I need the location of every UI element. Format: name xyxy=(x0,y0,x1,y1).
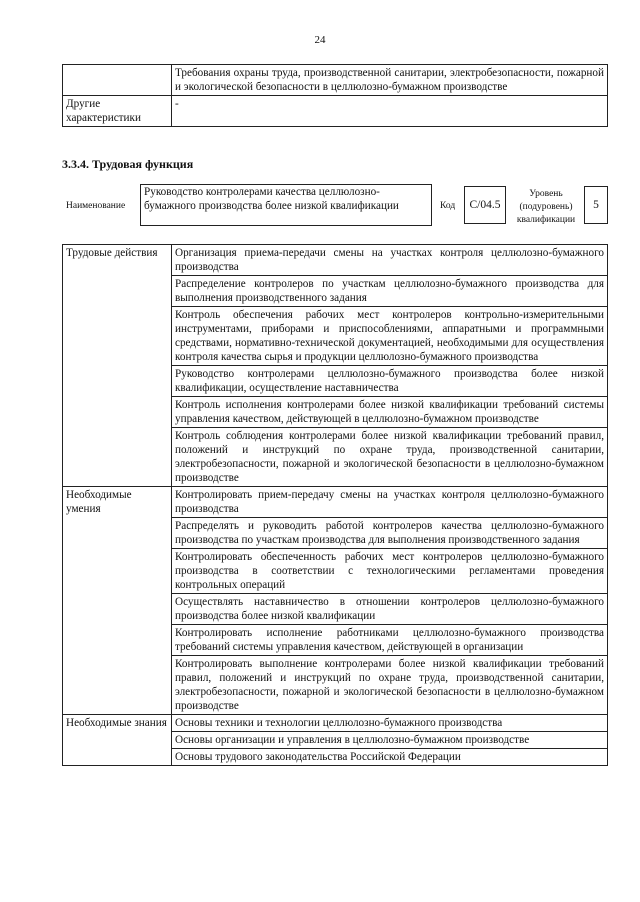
table-row xyxy=(63,715,608,732)
level-value-box: 5 xyxy=(584,186,608,224)
group-item: Основы трудового законодательства Российской Федерации xyxy=(172,749,608,766)
page-number: 24 xyxy=(314,34,326,46)
group-item: Контролировать прием-передачу смены на участках контроля целлюлозно-бумажного производства xyxy=(172,487,608,518)
group-item: Контролировать исполнение работниками целлюлозно-бумажного производства требований системы управления качеством, действующей в организации xyxy=(172,625,608,656)
group-label: Необходимые умения xyxy=(63,487,172,715)
requirements-cell: Требования охраны труда, производственной санитарии, электробезопасности, пожарной и экологической безопасности в целлюлозно-бумажном производстве xyxy=(172,65,608,96)
other-characteristics-value: - xyxy=(172,96,608,127)
level-label: Уровень (подуровень) квалификации xyxy=(516,189,576,225)
section-heading: 3.3.4. Трудовая функция xyxy=(62,157,194,171)
group-item: Контроль исполнения контролерами более низкой квалификации требований системы управления качеством, действующей в целлюлозно-бумажном производстве xyxy=(172,397,608,428)
table-row xyxy=(63,245,608,276)
code-label: Код xyxy=(440,201,456,211)
group-item: Контролировать обеспеченность рабочих мест контролеров целлюлозно-бумажного производства в соответствии с технологическими регламентами проведения контрольных операций xyxy=(172,549,608,594)
group-item: Осуществлять наставничество в отношении контролеров целлюлозно-бумажного производства более низкой квалификации xyxy=(172,594,608,625)
empty-cell xyxy=(63,65,172,96)
table-row xyxy=(63,487,608,518)
group-item: Организация приема-передачи смены на участках контроля целлюлозно-бумажного производства xyxy=(172,245,608,276)
group-item: Основы техники и технологии целлюлозно-бумажного производства xyxy=(172,715,608,732)
name-label: Наименование xyxy=(66,201,126,211)
table-row xyxy=(63,65,608,96)
group-label: Трудовые действия xyxy=(63,245,172,487)
function-details-table xyxy=(62,244,608,766)
group-item: Контролировать выполнение контролерами более низкой квалификации требований правил, положений и инструкций по охране труда, производственной санитарии, электробезопасности, пожарной и экологической безопасности в целлюлозно-бумажном производстве xyxy=(172,656,608,715)
group-item: Распределять и руководить работой контролеров качества целлюлозно-бумажного производства по участкам производства для выполнения производственного задания xyxy=(172,518,608,549)
group-item: Контроль соблюдения контролерами более низкой квалификации требований правил, положений и инструкций по охране труда, производственной санитарии, электробезопасности, пожарной и экологической безопасности в целлюлозно-бумажном производстве xyxy=(172,428,608,487)
group-item: Распределение контролеров по участкам целлюлозно-бумажного производства для выполнения производственного задания xyxy=(172,276,608,307)
code-value-box: C/04.5 xyxy=(464,186,506,224)
group-item: Руководство контролерами целлюлозно-бумажного производства более низкой квалификации, осуществление наставничества xyxy=(172,366,608,397)
group-label: Необходимые знания xyxy=(63,715,172,766)
other-characteristics-label: Другие характеристики xyxy=(63,96,172,127)
function-name-box: Руководство контролерами качества целлюлозно-бумажного производства более низкой квалификации xyxy=(140,184,432,226)
continuation-table xyxy=(62,64,608,127)
group-item: Основы организации и управления в целлюлозно-бумажном производстве xyxy=(172,732,608,749)
function-header xyxy=(62,184,608,228)
group-item: Контроль обеспечения рабочих мест контролеров контрольно-измерительными инструментами, приборами и приспособлениями, аппаратными и программными средствами, нормативно-технической документацией, необходимыми для осуществления контроля качества сырья и продукции целлюлозно-бумажного производства xyxy=(172,307,608,366)
table-row xyxy=(63,96,608,127)
